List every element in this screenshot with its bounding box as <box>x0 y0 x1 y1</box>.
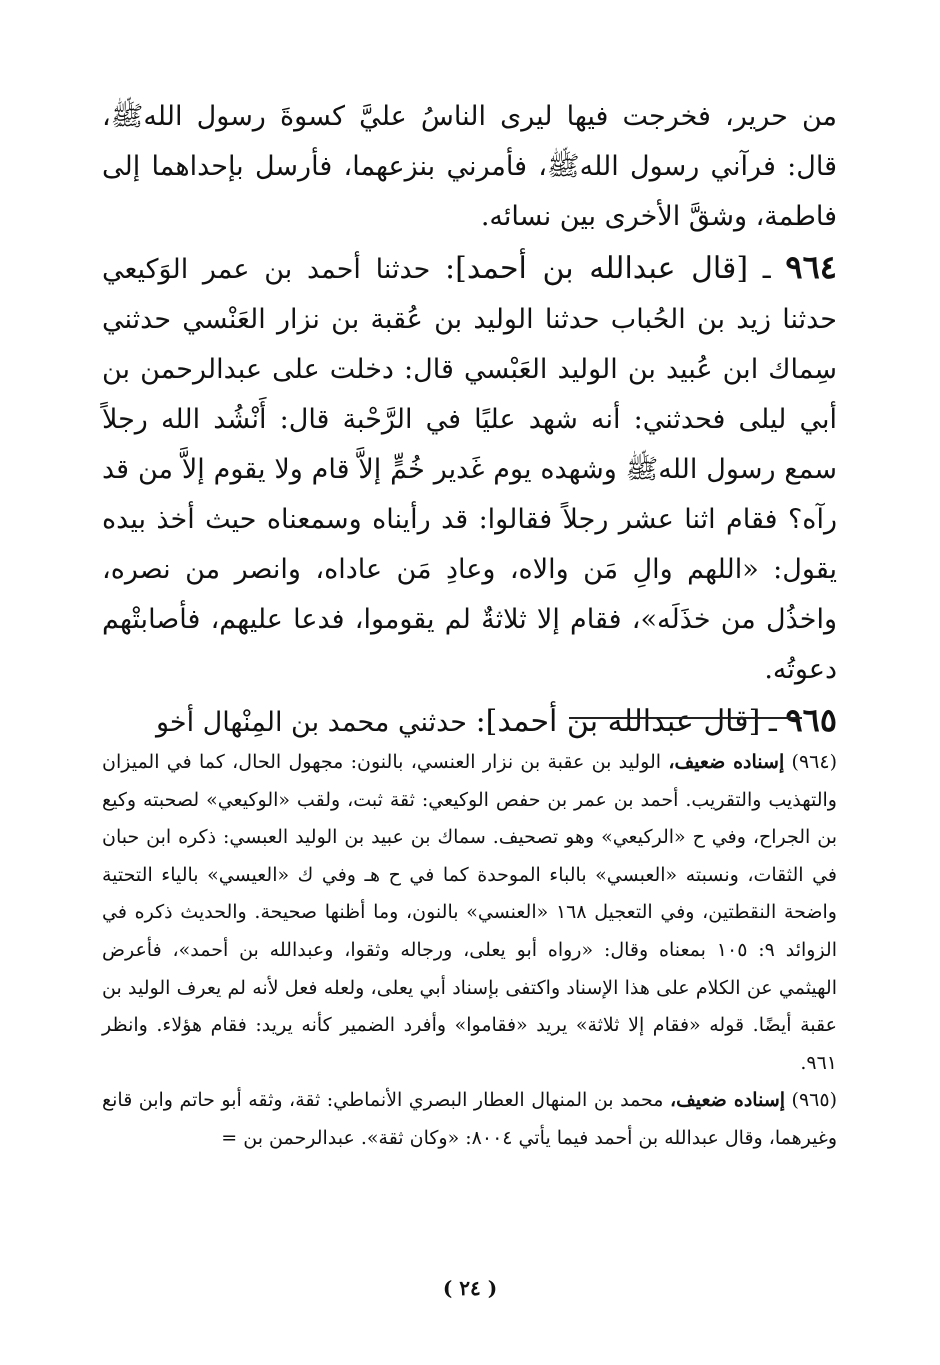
hadith-number: ٩٦٤ <box>785 248 837 286</box>
page-number: ( ٢٤ ) <box>442 1276 498 1300</box>
hadith-dash: ـ <box>762 254 771 285</box>
footnote-ref: (٩٦٥) <box>791 1089 837 1112</box>
hadith-text: حدثني محمد بن المِنْهال أخو <box>155 707 467 738</box>
hadith-attribution: [قال عبدالله بن أحمد]: <box>475 704 761 739</box>
footnote-label: إسناده ضعيف، <box>669 1089 786 1112</box>
hadith-964 <box>102 242 837 695</box>
hadith-text: حدثنا أحمد بن عمر الوَكيعي حدثنا زيد بن الحُباب حدثنا الوليد بن عُقبة بن نزار العَنْسي حدثني سِماك ابن عُبيد بن الوليد العَبْسي قال: دخلت على عبدالرحمن بن أبي ليلى فحدثني: أنه شهد عليًا في الرَّحْبة قال: أَنْشُد الله رجلاً سمع رسول اللهﷺ وشهده يوم غَدير خُمٍّ إلاَّ قام ولا يقوم إلاَّ من قد رآه؟ فقام اثنا عشر رجلاً فقالوا: قد رأيناه وسمعناه حيث أخذ بيده يقول: «اللهم والِ مَن والاه، وعادِ مَن عاداه، وانصر من نصره، واخذُل من خذَلَه»، فقام إلا ثلاثةٌ لم يقوموا، فدعا عليهم، فأصابتْهم دعوتُه. <box>102 254 837 685</box>
footnotes <box>102 744 837 1158</box>
footnote-965 <box>102 1082 837 1157</box>
hadith-attribution: [قال عبدالله بن أحمد]: <box>445 251 749 286</box>
hadith-number: ٩٦٥ <box>785 701 837 739</box>
continuation-paragraph: من حرير، فخرجت فيها ليرى الناسُ عليَّ كسوةَ رسول اللهﷺ، قال: فرآني رسول اللهﷺ، فأمرني بنزعهما، فأرسل بإحداهما إلى فاطمة، وشقَّ الأخرى بين نسائه. <box>102 101 837 232</box>
footnote-text: الوليد بن عقبة بن نزار العنسي، بالنون: مجهول الحال، كما في الميزان والتهذيب والتقريب. أحمد بن عمر بن حفص الوكيعي: ثقة ثبت، ولقب «الوكيعي» لصحبته وكيع بن الجراح، وفي ح «الركيعي» وهو تصحيف. سماك بن عبيد بن الوليد العبسي: ذكره ابن حبان في الثقات، ونسبته «العبسي» بالباء الموحدة كما في ح هـ وفي ك «العيسي» بالياء التحتية واضحة النقطتين، وفي التعجيل ١٦٨ «العنسي» بالنون، وما أظنها صحيحة. والحديث ذكره في الزوائد ٩: ١٠٥ بمعناه وقال: «رواه أبو يعلى، ورجاله وثقوا، وعبدالله بن أحمد»، فأعرض الهيثمي عن الكلام على هذا الإسناد واكتفى بإسناد أبي يعلى، ولعله فعل لأنه لم يعرف الوليد بن عقبة أيضًا. قوله «فقام إلا ثلاثة» يريد «فقاموا» وأفرد الضمير كأنه يريد: فقام هؤلاء. وانظر ٩٦١. <box>102 751 837 1074</box>
footnote-ref: (٩٦٤) <box>791 751 838 773</box>
footnote-label: إسناده ضعيف، <box>668 751 785 773</box>
hadith-dash: ـ <box>768 707 777 738</box>
hadith-965 <box>102 695 837 748</box>
main-text <box>102 92 837 748</box>
footnote-separator <box>569 717 802 719</box>
footnote-964 <box>102 744 837 1082</box>
footnote-text: محمد بن المنهال العطار البصري الأنماطي: ثقة، وثقه أبو حاتم وابن قانع وغيرهما، وقال عبدالله بن أحمد فيما يأتي ٨٠٠٤: «وكان ثقة». عبدالرحمن بن = <box>102 1089 837 1149</box>
